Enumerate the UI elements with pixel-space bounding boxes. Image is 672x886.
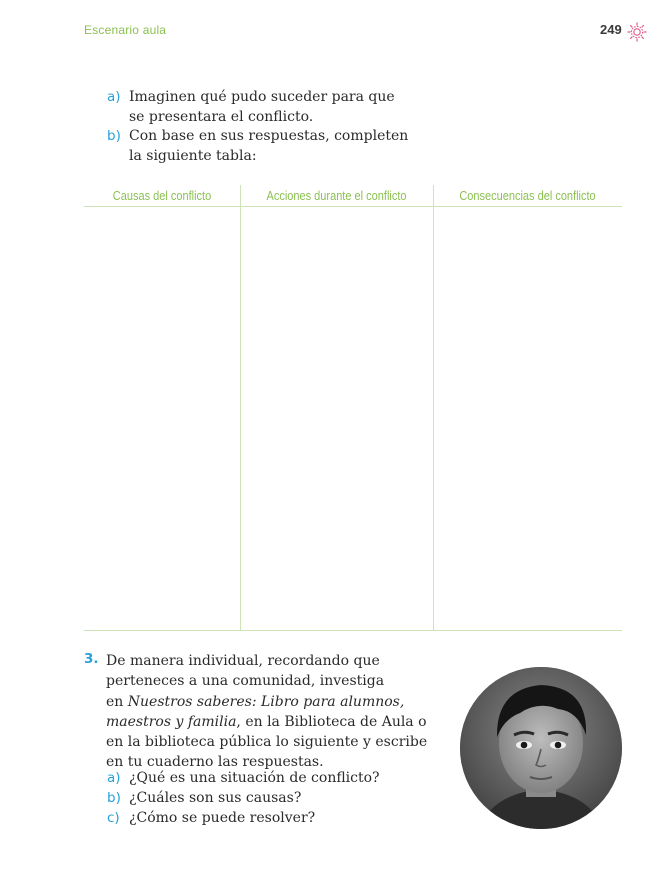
instruction-line: se presentara el conflicto.: [129, 109, 314, 125]
question-text: ¿Qué es una situación de conflicto?: [129, 770, 380, 786]
instruction-letter: b): [107, 128, 121, 144]
column-header-consequences: Consecuencias del conflicto: [459, 189, 596, 203]
instruction-letter: a): [107, 89, 121, 105]
line-text: , en la Biblioteca de Aula o: [236, 713, 427, 730]
line-text: en: [106, 693, 128, 710]
page-number: 249: [600, 22, 622, 37]
question-letter: b): [107, 790, 121, 806]
activity-3-text: [106, 651, 427, 773]
question-letter: c): [107, 810, 120, 826]
instruction-line: Con base en sus respuestas, completen: [129, 128, 409, 144]
book-title: maestros y familia: [106, 713, 237, 730]
conflict-table: [84, 185, 622, 631]
activity-number: 3.: [84, 651, 99, 667]
paragraph-line: en tu cuaderno las respuestas.: [106, 754, 324, 771]
paragraph-line: [106, 712, 427, 732]
question-letter: a): [107, 770, 121, 786]
paragraph-line: perteneces a una comunidad, investiga: [106, 673, 385, 690]
section-title: Escenario aula: [84, 23, 167, 37]
paragraph-line: De manera individual, recordando que: [106, 653, 380, 669]
paragraph-line: [106, 692, 427, 712]
book-title: Nuestros saberes: Libro para alumnos,: [127, 693, 405, 710]
instruction-line: la siguiente tabla:: [129, 148, 257, 164]
instruction-line: Imaginen qué pudo suceder para que: [129, 89, 395, 105]
sun-flower-icon: [627, 22, 647, 42]
table-cell-actions[interactable]: [241, 207, 433, 630]
question-text: ¿Cómo se puede resolver?: [129, 810, 316, 826]
column-header-causes: Causas del conflicto: [112, 189, 212, 203]
paragraph-line: en la biblioteca pública lo siguiente y escribe: [106, 734, 428, 751]
question-text: ¿Cuáles son sus causas?: [129, 790, 302, 806]
student-portrait-photo: [460, 667, 622, 829]
table-cell-consequences[interactable]: [434, 207, 622, 630]
table-cell-causes[interactable]: [84, 207, 240, 630]
column-header-actions: Acciones durante el conflicto: [266, 189, 407, 203]
